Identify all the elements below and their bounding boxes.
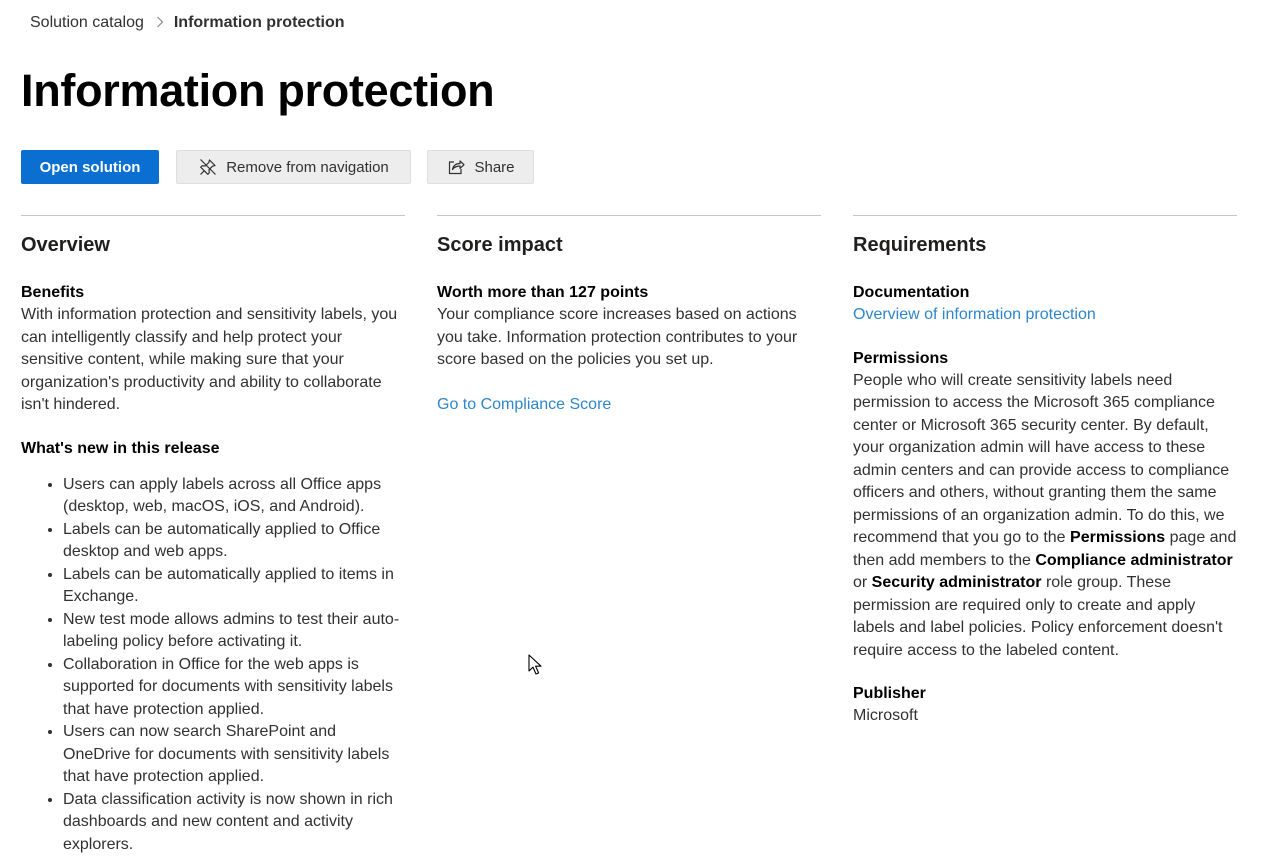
whats-new-list	[21, 474, 405, 857]
share-button[interactable]	[427, 150, 534, 184]
page-title: Information protection	[21, 65, 495, 116]
overview-heading: Overview	[21, 234, 110, 256]
permissions-text	[853, 370, 1237, 663]
list-item: • Labels can be automatically applied to Office desktop and web apps.	[63, 519, 405, 564]
list-item: • Collaboration in Office for the web apps is supported for documents with sensitivity labels that have protection applied.	[63, 654, 405, 722]
list-item: • Users can apply labels across all Office apps (desktop, web, macOS, iOS, and Android).	[63, 474, 405, 519]
list-item: • Data classification activity is now shown in rich dashboards and new content and activity explorers.	[63, 789, 405, 857]
points-label: Worth more than 127 points	[437, 284, 649, 301]
open-solution-button[interactable]	[21, 150, 159, 184]
score-impact-section	[437, 215, 821, 416]
breadcrumb-solution-catalog[interactable]: Solution catalog	[30, 14, 144, 31]
security-administrator-emphasis: Security administrator	[871, 574, 1042, 591]
compliance-administrator-emphasis: Compliance administrator	[1035, 551, 1233, 569]
score-impact-heading: Score impact	[437, 234, 563, 256]
open-solution-label: Open solution	[39, 158, 141, 176]
unpin-icon	[198, 157, 218, 177]
list-item: • New test mode allows admins to test their auto-labeling policy before activating it.	[63, 609, 405, 654]
overview-section	[21, 215, 405, 856]
permissions-text-part: or	[853, 574, 872, 591]
permissions-text-part: People who will create sensitivity labels need permission to access the Microsoft 365 compliance center or Microsoft 365 security center. By default, your organization admin will have access to these admin centers and can provide access to compliance officers and others, without granting them the same permissions of an organization admin. To do this, we recommend that you go to the	[853, 371, 1230, 546]
mouse-pointer-icon	[528, 654, 544, 676]
requirements-heading: Requirements	[853, 234, 987, 256]
whats-new-label: What's new in this release	[21, 439, 220, 457]
share-icon	[446, 157, 466, 177]
score-impact-text: Your compliance score increases based on actions you take. Information protection contributes to your score based on the policies you set up.	[437, 306, 798, 368]
breadcrumb	[30, 12, 345, 34]
requirements-section	[853, 215, 1237, 728]
share-label: Share	[474, 158, 515, 176]
benefits-label: Benefits	[21, 284, 85, 301]
list-item: • Users can now search SharePoint and OneDrive for documents with sensitivity labels that have protection applied.	[63, 721, 405, 789]
remove-from-navigation-button[interactable]	[176, 150, 411, 184]
remove-from-navigation-label: Remove from navigation	[226, 158, 389, 176]
list-item: • Labels can be automatically applied to items in Exchange.	[63, 564, 405, 609]
permissions-text-part: page and then add members to the	[853, 529, 1237, 569]
publisher-label: Publisher	[853, 685, 926, 702]
go-to-compliance-score-link[interactable]: Go to Compliance Score	[437, 395, 612, 413]
documentation-label: Documentation	[853, 284, 970, 301]
chevron-right-icon	[156, 15, 164, 31]
benefits-text: With information protection and sensitivity labels, you can intelligently classify and help protect your sensitive content, while making sure that your organization's productivity and ability to collaborate isn't hindered.	[21, 306, 398, 413]
toolbar	[21, 150, 534, 184]
permissions-label: Permissions	[853, 349, 949, 367]
overview-of-information-protection-link[interactable]: Overview of information protection	[853, 306, 1096, 323]
permissions-page-emphasis: Permissions	[1070, 529, 1166, 546]
breadcrumb-current: Information protection	[173, 14, 345, 31]
publisher-value: Microsoft	[853, 707, 918, 724]
permissions-text-part: role group. These permission are required only to create and apply labels and label policies. Policy enforcement doesn't require access to the labeled content.	[853, 574, 1223, 659]
